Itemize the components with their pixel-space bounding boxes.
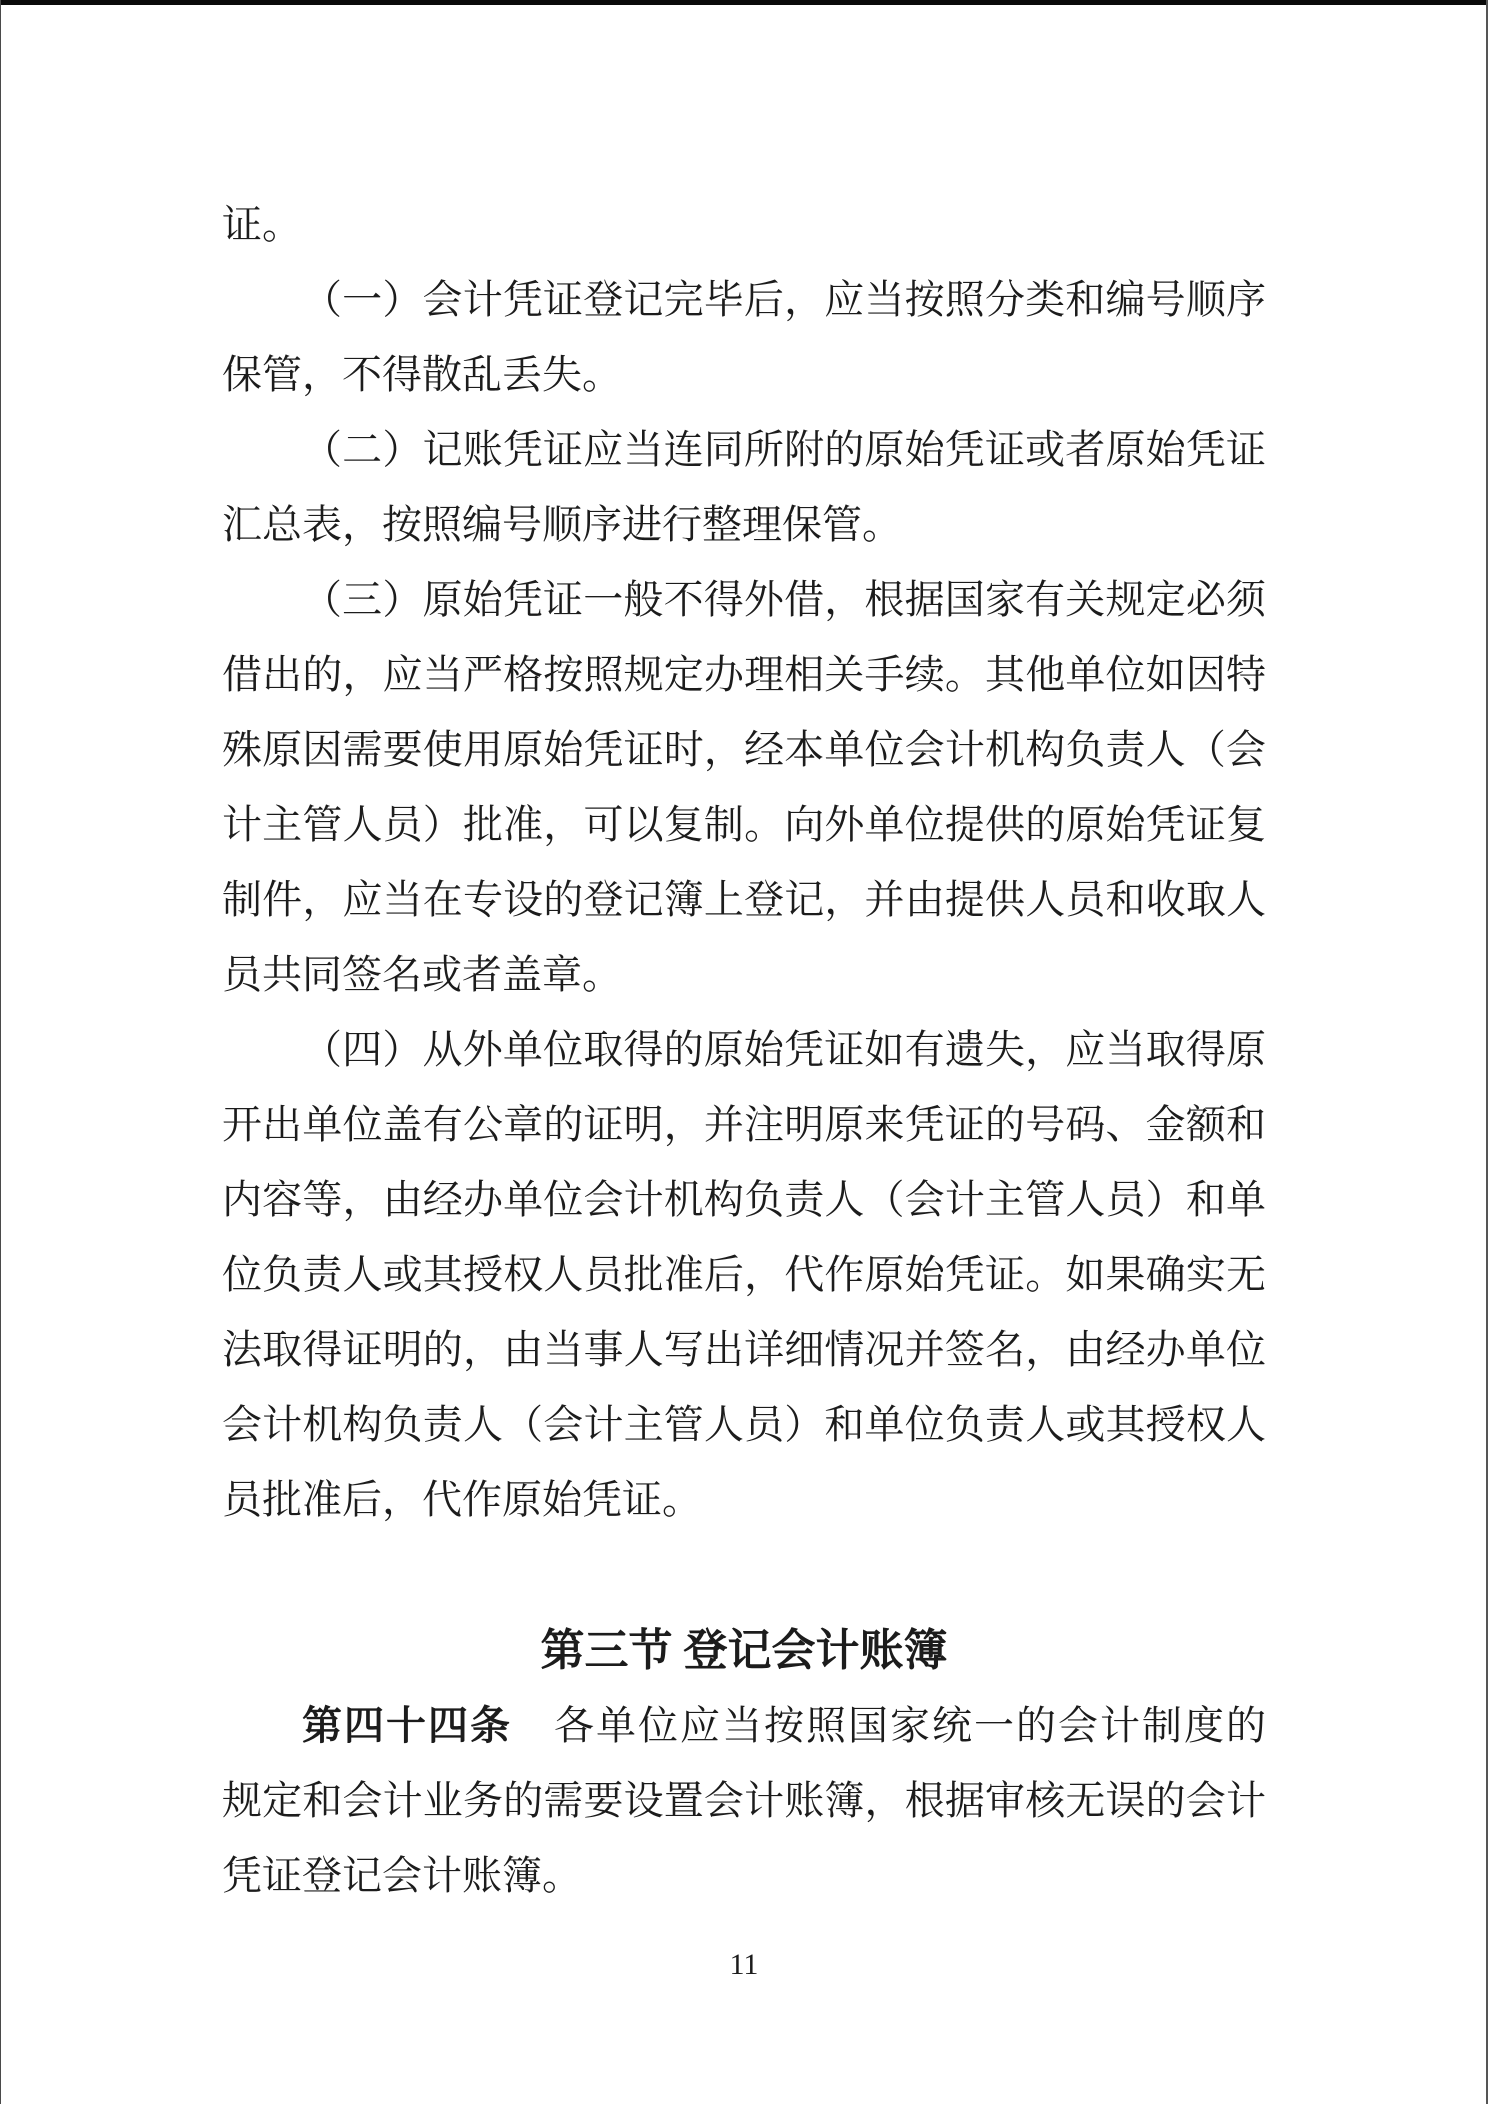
item-4-line: （四）从外单位取得的原始凭证如有遗失，应当取得原 (302, 1027, 1266, 1072)
text-line: 殊原因需要使用原始凭证时，经本单位会计机构负责人（会 (222, 727, 1266, 772)
text-line: 开出单位盖有公章的证明，并注明原来凭证的号码、金额和 (222, 1102, 1266, 1147)
text-line: 法取得证明的，由当事人写出详细情况并签名，由经办单位 (222, 1327, 1266, 1372)
scan-left-edge (0, 0, 1, 2104)
text-line: 会计机构负责人（会计主管人员）和单位负责人或其授权人 (222, 1402, 1266, 1447)
text-line: 制件，应当在专设的登记簿上登记，并由提供人员和收取人 (222, 877, 1266, 922)
article-44-line (222, 1688, 1266, 1763)
text-line: 员批准后，代作原始凭证。 (222, 1477, 702, 1522)
item-2-line: （二）记账凭证应当连同所附的原始凭证或者原始凭证 (302, 427, 1266, 472)
text-line: 借出的，应当严格按照规定办理相关手续。其他单位如因特 (222, 652, 1266, 697)
article-number: 第四十四条 (302, 1703, 512, 1748)
text-line: 员共同签名或者盖章。 (222, 952, 622, 997)
article-separator (512, 1703, 554, 1748)
text-line: 内容等，由经办单位会计机构负责人（会计主管人员）和单 (222, 1177, 1266, 1222)
item-3-line: （三）原始凭证一般不得外借，根据国家有关规定必须 (302, 577, 1266, 622)
text-line: 证。 (222, 202, 302, 247)
item-1-line: （一）会计凭证登记完毕后，应当按照分类和编号顺序 (302, 277, 1266, 322)
body-text-block (222, 187, 1266, 1913)
scan-top-edge (0, 0, 1488, 5)
text-line: 规定和会计业务的需要设置会计账簿，根据审核无误的会计 (222, 1778, 1266, 1823)
section-heading: 第三节 登记会计账簿 (540, 1626, 948, 1675)
article-text: 各单位应当按照国家统一的会计制度的 (554, 1703, 1266, 1748)
text-line: 计主管人员）批准，可以复制。向外单位提供的原始凭证复 (222, 802, 1266, 847)
text-line: 保管，不得散乱丢失。 (222, 352, 622, 397)
text-line: 位负责人或其授权人员批准后，代作原始凭证。如果确实无 (222, 1252, 1266, 1297)
page-number: 11 (729, 1948, 759, 1981)
text-line: 凭证登记会计账簿。 (222, 1853, 582, 1898)
text-line: 汇总表，按照编号顺序进行整理保管。 (222, 502, 902, 547)
